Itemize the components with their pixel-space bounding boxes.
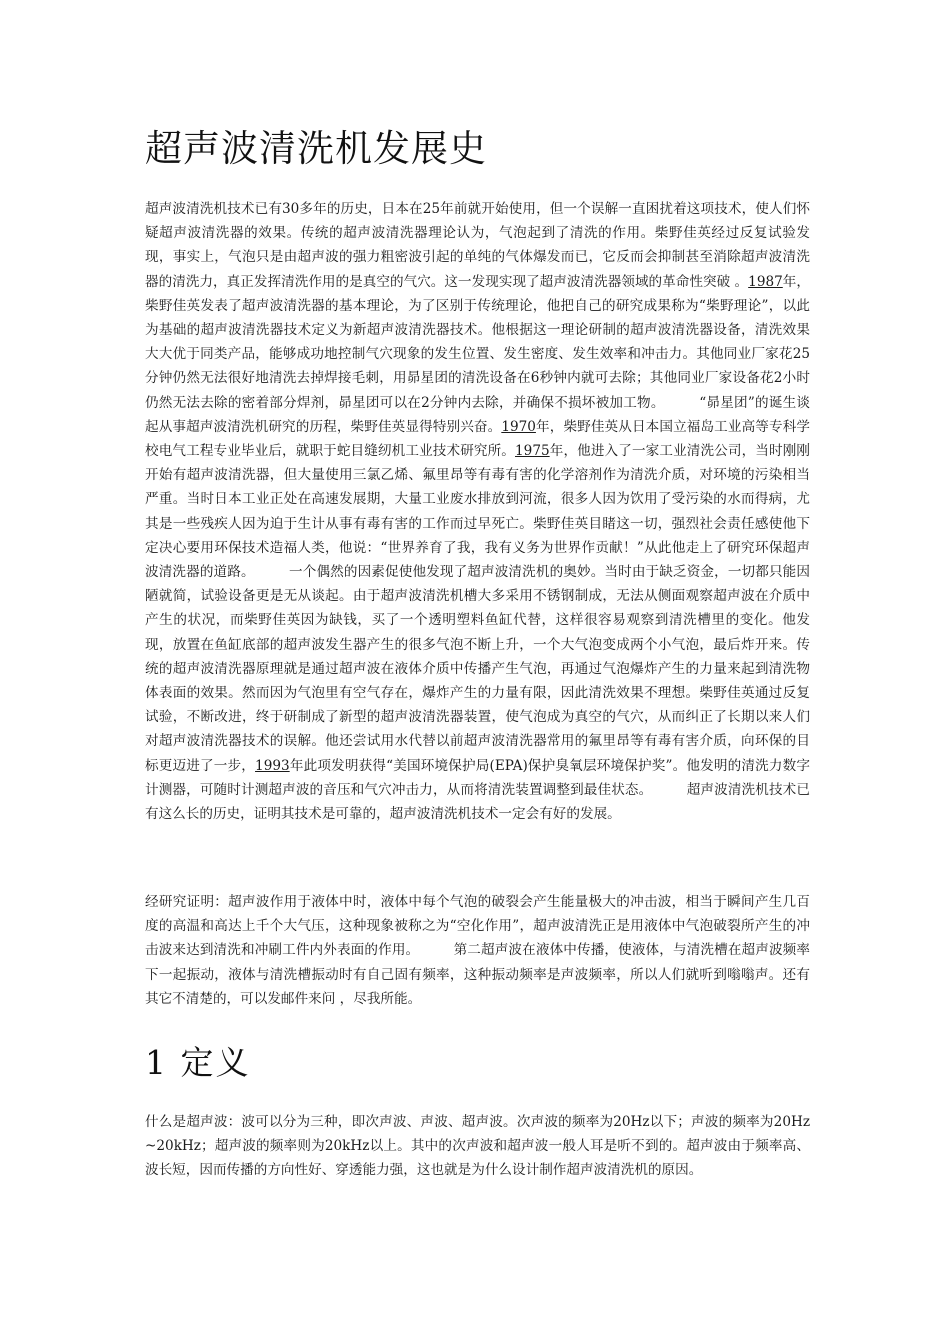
definition-paragraph: 什么是超声波：波可以分为三种，即次声波、声波、超声波。次声波的频率为20Hz以下；声波的频率为20Hz~20kHz；超声波的频率则为20kHz以上。其中的次声波和超声波一般人耳是听不到的。超声波由于频率高、波长短，因而传播的方向性好、穿透能力强，这也就是为什么设计制作超声波清洗机的原因。 (145, 1114, 810, 1179)
text-run: 年，柴野佳英发表了超声波清洗器的基本理论，为了区别于传统理论，他把自己的研究成果称为“柴野理论”，以此为基础的超声波清洗器技术定义为新超声波清洗器技术。他根据这一理论研制的超声波清洗器设备，清洗效果大大优于同类产品，能够成功地控制气穴现象的发生位置、发生密度、发生效率和冲击力。其他同业厂家花25分钟仍然无法很好地清洗去掉焊接毛刺，用昴星团的清洗设备在6秒钟内就可去除；其他同业厂家设备花2小时仍然无法去除的密着部分焊剂，昴星团可以在2分钟内去除，并确保不损坏被加工物。 “昴星团”的诞生谈起从事超声波清洗机研究的历程，柴野佳英显得特别兴奋。 (145, 273, 811, 435)
year-link-1975[interactable]: 1975 (515, 443, 550, 460)
text-run: 年，他进入了一家工业清洗公司，当时刚刚开始有超声波清洗器，但大量使用三氯乙烯、氟里昂等有毒有害的化学溶剂作为清洗介质，对环境的污染相当严重。当时日本工业正处在高速发展期，大量工业废水排放到河流，很多人因为饮用了受污染的水而得病，尤其是一些残疾人因为迫于生计从事有毒有害的工作而过早死亡。柴野佳英目睹这一切，强烈社会责任感使他下定决心要用环保技术造福人类，他说：“世界养育了我，我有义务为世界作贡献！”从此他走上了研究环保超声波清洗器的道路。 一个偶然的因素促使他发现了超声波清洗机的奥妙。当时由于缺乏资金，一切都只能因陋就简，试验设备更是无从谈起。由于超声波清洗机槽大多采用不锈钢制成，无法从侧面观察超声波在介质中产生的状况，而柴野佳英因为缺钱，买了一个透明塑料鱼缸代替，这样很容易观察到清洗槽里的变化。他发现，放置在鱼缸底部的超声波发生器产生的很多气泡不断上升，一个大气泡变成两个小气泡，最后炸开来。传统的超声波清洗器原理就是通过超声波在液体介质中传播产生气泡，再通过气泡爆炸产生的力量来起到清洗物体表面的效果。然而因为气泡里有空气存在，爆炸产生的力量有限，因此清洗效果不理想。柴野佳英通过反复试验，不断改进，终于研制成了新型的超声波清洗器装置，使气泡成为真空的气穴，从而纠正了长期以来人们对超声波清洗器技术的误解。他还尝试用水代替以前超声波清洗器常用的氟里昂等有毒有害介质，向环保的目标更迈进了一步， (145, 443, 811, 774)
year-link-1970[interactable]: 1970 (501, 418, 536, 435)
history-paragraph (145, 197, 810, 826)
section-heading-definition: 1 定义 (145, 1043, 251, 1082)
document-title: 超声波清洗机发展史 (145, 127, 487, 170)
year-link-1987[interactable]: 1987 (748, 273, 783, 290)
text-run: 年此项发明获得“美国环境保护局(EPA)保护臭氧层环境保护奖”。他发明的清洗力数字计测器，可随时计测超声波的音压和气穴冲击力，从而将清洗装置调整到最佳状态。 超声波清洗机技术已有这么长的历史，证明其技术是可靠的，超声波清洗机技术一定会有好的发展。 (145, 757, 810, 823)
year-link-1993[interactable]: 1993 (255, 757, 290, 774)
research-paragraph: 经研究证明：超声波作用于液体中时，液体中每个气泡的破裂会产生能量极大的冲击波，相当于瞬间产生几百度的高温和高达上千个大气压，这种现象被称之为“空化作用”，超声波清洗正是用液体中气泡破裂所产生的冲击波来达到清洗和冲刷工件内外表面的作用。 第二超声波在液体中传播，使液体，与清洗槽在超声波频率下一起振动，液体与清洗槽振动时有自己固有频率，这种振动频率是声波频率，所以人们就听到嗡嗡声。还有其它不清楚的，可以发邮件来问 ，尽我所能。 (145, 894, 810, 1007)
text-run: 超声波清洗机技术已有30多年的历史，日本在25年前就开始使用，但一个误解一直困扰着这项技术，使人们怀疑超声波清洗器的效果。传统的超声波清洗器理论认为，气泡起到了清洗的作用。柴野佳英经过反复试验发现，事实上，气泡只是由超声波的强力粗密波引起的单纯的气体爆发而已，它反而会抑制甚至消除超声波清洗器的清洗力，真正发挥清洗作用的是真空的气穴。这一发现实现了超声波清洗器领域的革命性突破 。 (145, 201, 810, 290)
text-run: 年，柴野佳英从日本国立福岛工业高等专科学校电气工程专业毕业后，就职于蛇目缝纫机工业技术研究所。 (145, 418, 811, 460)
